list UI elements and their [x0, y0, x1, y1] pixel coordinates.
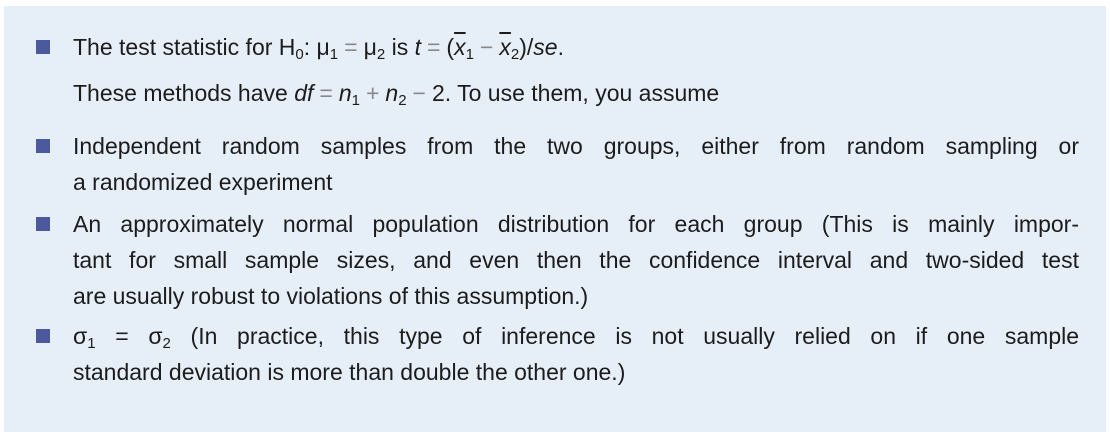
sigma-symbol: σ	[73, 323, 88, 349]
text-is: is	[391, 34, 409, 60]
subscript: 2	[398, 92, 407, 109]
subscript: 0	[295, 46, 304, 63]
assumption-line: Independent random samples from the two groups, either from random sampling or	[73, 133, 1079, 159]
mu-symbol: μ	[363, 34, 377, 60]
xbar-variable: $\overline{x}$	[499, 34, 511, 60]
subscript: 1	[87, 335, 96, 352]
equals-sign: =	[426, 34, 441, 60]
sigma-symbol: σ	[148, 323, 163, 349]
assumption-line: standard deviation is more than double the other one.)	[73, 359, 626, 385]
bullet-square-icon	[36, 217, 50, 231]
equals-sign: =	[115, 323, 129, 349]
subscript: 1	[329, 46, 339, 63]
mu-symbol: μ	[316, 34, 330, 60]
subscript: 2	[510, 46, 520, 63]
df-line	[73, 78, 719, 108]
assumption-line	[73, 321, 1079, 351]
assumption-line: a randomized experiment	[73, 169, 333, 195]
subscript: 1	[351, 92, 360, 109]
test-statistic-line	[73, 32, 564, 62]
assumption-line: tant for small sample sizes, and even then the confidence interval and two-sided test	[73, 247, 1079, 273]
subscript: 1	[465, 46, 474, 63]
assumption-rest: (In practice, this type of inference is not usually relied on if one sample	[190, 323, 1080, 349]
text-prefix: These methods have	[73, 80, 288, 106]
text-colon: :	[303, 34, 311, 60]
paren-close: )/	[519, 34, 534, 60]
bullet-square-icon	[36, 329, 50, 343]
period: .	[557, 34, 564, 60]
text-prefix: The test statistic for H	[73, 34, 296, 60]
subscript: 2	[376, 46, 386, 63]
df-variable: df	[294, 80, 314, 106]
xbar-variable: $\overline{x}$	[454, 34, 466, 60]
bullet-square-icon	[36, 139, 50, 153]
se-variable: se	[533, 34, 558, 60]
bullet-square-icon	[36, 40, 50, 54]
subscript: 2	[162, 335, 171, 352]
plus-sign: +	[365, 80, 380, 106]
minus-sign: −	[412, 80, 426, 106]
text-suffix: 2. To use them, you assume	[431, 80, 720, 106]
minus-sign: −	[479, 34, 494, 60]
n-variable: n	[338, 80, 352, 106]
summary-box	[4, 6, 1106, 432]
assumption-line: are usually robust to violations of this assumption.)	[73, 283, 589, 309]
equals-sign: =	[344, 34, 358, 60]
assumption-line: An approximately normal population distribution for each group (This is mainly impor-	[73, 211, 1079, 237]
n-variable: n	[385, 80, 399, 106]
equals-sign: =	[319, 80, 333, 106]
paren-open: (	[446, 34, 455, 60]
t-variable: t	[414, 34, 421, 60]
